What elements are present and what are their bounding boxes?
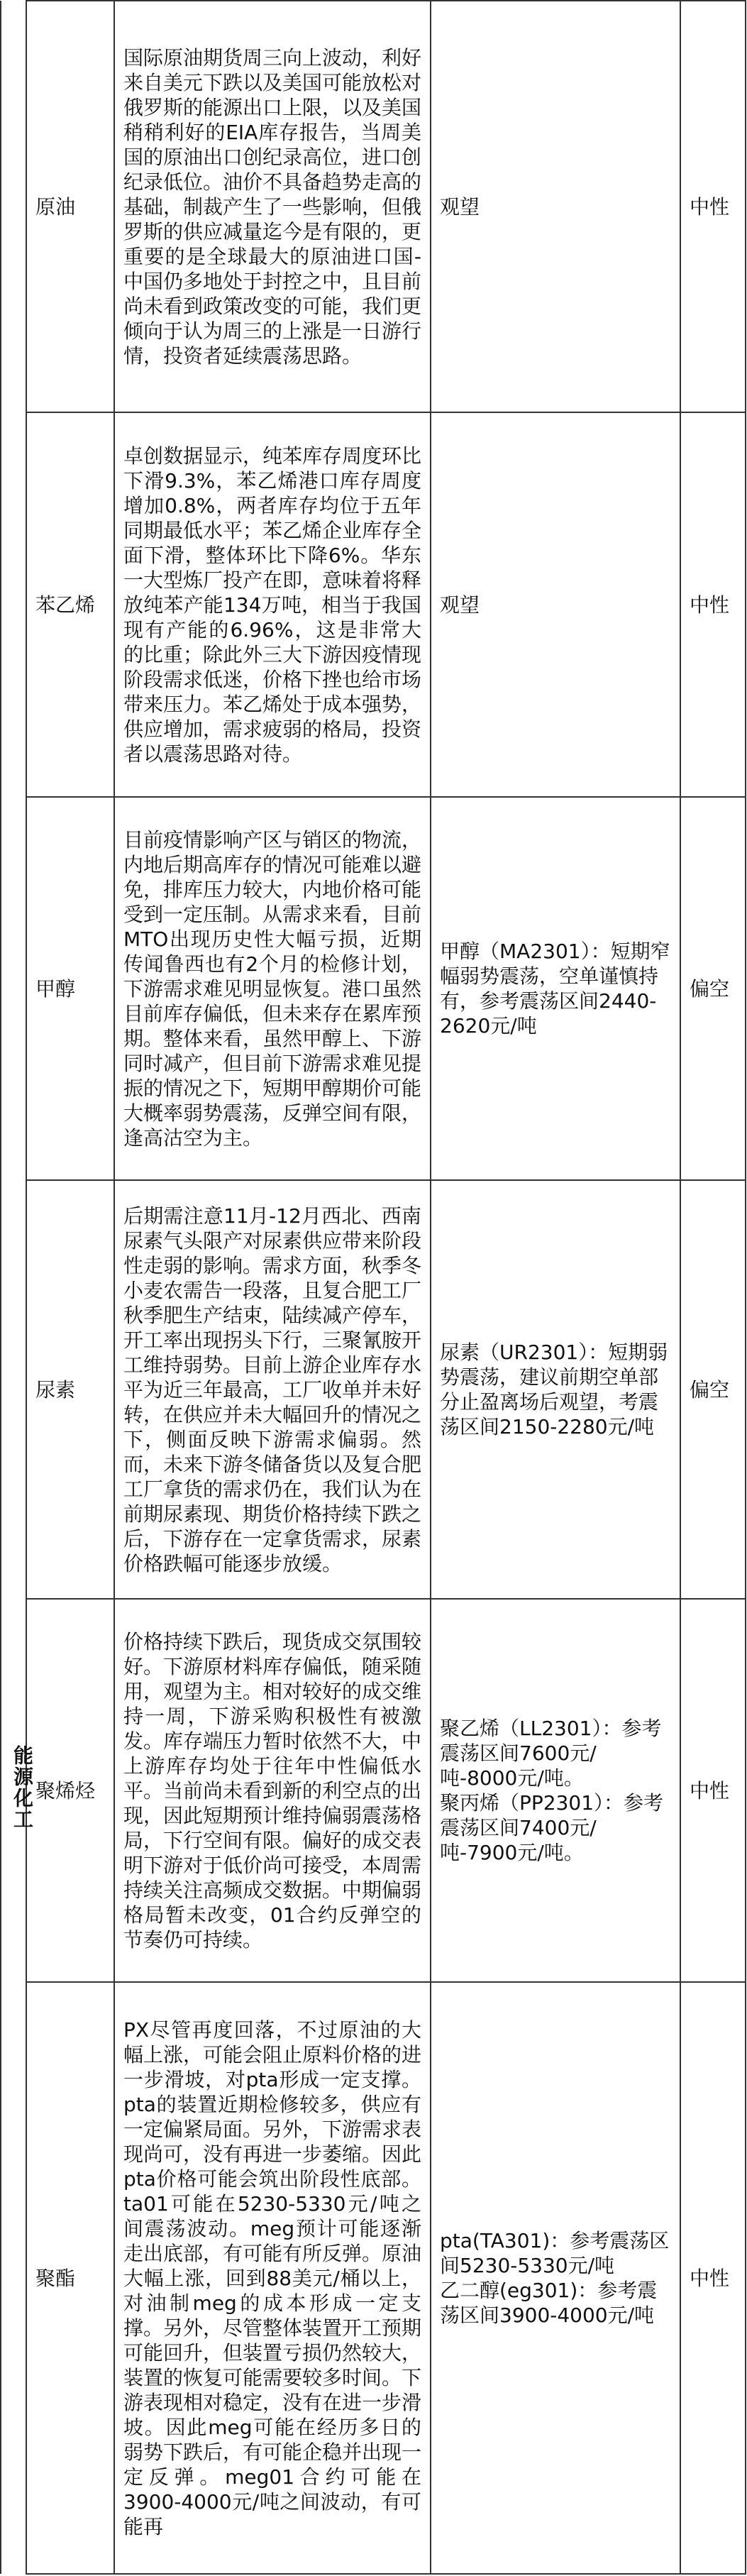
strategy-text: 观望 [431,1,680,412]
table-row [1,1982,746,2574]
strategy-text: 观望 [431,412,680,797]
view-label: 中性 [680,1599,746,1982]
table-row [1,1599,746,1982]
view-label: 中性 [680,1982,746,2574]
sector-blank-cell [1,1,26,412]
analysis-text: 后期需注意11月-12月西北、西南尿素气头限产对尿素供应带来阶段性走弱的影响。需求方面，秋季冬小麦农需告一段落，且复合肥工厂秋季肥生产结束，陆续减产停车，开工率出现拐头下行，三聚氰胺开工维持弱势。目前上游企业库存水平为近三年最高，工厂收单并未好转，在供应并未大幅回升的情况之下，侧面反映下游需求偏弱。然而，未来下游冬储备货以及复合肥工厂拿货的需求仍在，我们认为在前期尿素现、期货价格持续下跌之后，下游存在一定拿货需求，尿素价格跌幅可能逐步放缓。 [114,1180,431,1599]
view-label: 中性 [680,412,746,797]
view-label: 偏空 [680,797,746,1180]
view-label: 偏空 [680,1180,746,1599]
view-label: 中性 [680,1,746,412]
strategy-text: 尿素（UR2301）：短期弱势震荡，建议前期空单部分止盈离场后观望，考震荡区间2150-2280元/吨 [431,1180,680,1599]
sector-label: 能源化工 [1,1599,26,1982]
sector-blank-cell [1,1982,26,2574]
product-name: 聚烯烃 [26,1599,114,1982]
analysis-text: 价格持续下跌后，现货成交氛围较好。下游原材料库存偏低，随采随用，观望为主。相对较好的成交维持一周，下游采购积极性有被激发。库存端压力暂时依然不大，中上游库存均处于往年中性偏低水平。当前尚未看到新的利空点的出现，因此短期预计维持偏弱震荡格局，下行空间有限。偏好的成交表明下游对于低价尚可接受，本周需持续关注高频成交数据。中期偏弱格局暂未改变，01合约反弹空的节奏仍可持续。 [114,1599,431,1982]
table-row [1,1,746,412]
analysis-text: PX尽管再度回落，不过原油的大幅上涨，可能会阻止原料价格的进一步滑坡，对pta形成一定支撑。pta的装置近期检修较多，供应有一定偏紧局面。另外，下游需求表现尚可，没有再进一步萎缩。因此pta价格可能会筑出阶段性底部。ta01可能在5230-5330元/吨之间震荡波动。meg预计可能逐渐走出底部，有可能有所反弹。原油大幅上涨，回到88美元/桶以上，对油制meg的成本形成一定支撑。另外，尽管整体装置开工预期可能回升，但装置亏损仍然较大，装置的恢复可能需要较多时间。下游表现相对稳定，没有在进一步滑坡。因此meg可能在经历多日的弱势下跌后，有可能企稳并出现一定反弹。meg01合约可能在3900-4000元/吨之间波动，有可能再 [114,1982,431,2574]
strategy-text: 甲醇（MA2301）：短期窄幅弱势震荡，空单谨慎持有，参考震荡区间2440-2620元/吨 [431,797,680,1180]
strategy-text: 聚乙烯（LL2301）：参考震荡区间7600元/吨-8000元/吨。 聚丙烯（PP2301）：参考震荡区间7400元/吨-7900元/吨。 [431,1599,680,1982]
product-name: 原油 [26,1,114,412]
product-name: 甲醇 [26,797,114,1180]
sector-blank-cell [1,1180,26,1599]
product-name: 苯乙烯 [26,412,114,797]
table-row [1,412,746,797]
product-name: 聚酯 [26,1982,114,2574]
table-row [1,797,746,1180]
sector-blank-cell [1,797,26,1180]
analysis-text: 目前疫情影响产区与销区的物流，内地后期高库存的情况可能难以避免，排库压力较大，内地价格可能受到一定压制。从需求来看，目前MTO出现历史性大幅亏损，近期传闻鲁西也有2个月的检修计划，下游需求难见明显恢复。港口虽然目前库存偏低，但未来存在累库预期。整体来看，虽然甲醇上、下游同时减产，但目前下游需求难见提振的情况之下，短期甲醇期价可能大概率弱势震荡，反弹空间有限，逢高沽空为主。 [114,797,431,1180]
table-row [1,1180,746,1599]
strategy-text: pta(TA301)：参考震荡区间5230-5330元/吨 乙二醇(eg301)：参考震荡区间3900-4000元/吨 [431,1982,680,2574]
analysis-text: 卓创数据显示，纯苯库存周度环比下滑9.3%，苯乙烯港口库存周度增加0.8%，两者库存均位于五年同期最低水平；苯乙烯企业库存全面下滑，整体环比下降6%。华东一大型炼厂投产在即，意味着将释放纯苯产能134万吨，相当于我国现有产能的6.96%，这是非常大的比重；除此外三大下游因疫情现阶段需求低迷，价格下挫也给市场带来压力。苯乙烯处于成本强势，供应增加，需求疲弱的格局，投资者以震荡思路对待。 [114,412,431,797]
sector-blank-cell [1,412,26,797]
product-name: 尿素 [26,1180,114,1599]
analysis-text: 国际原油期货周三向上波动，利好来自美元下跌以及美国可能放松对俄罗斯的能源出口上限，以及美国稍稍利好的EIA库存报告，当周美国的原油出口创纪录高位，进口创纪录低位。油价不具备趋势走高的基础，制裁产生了一些影响，但俄罗斯的供应减量迄今是有限的，更重要的是全球最大的原油进口国-中国仍多地处于封控之中，且目前尚未看到政策改变的可能，我们更倾向于认为周三的上涨是一日游行情，投资者延续震荡思路。 [114,1,431,412]
